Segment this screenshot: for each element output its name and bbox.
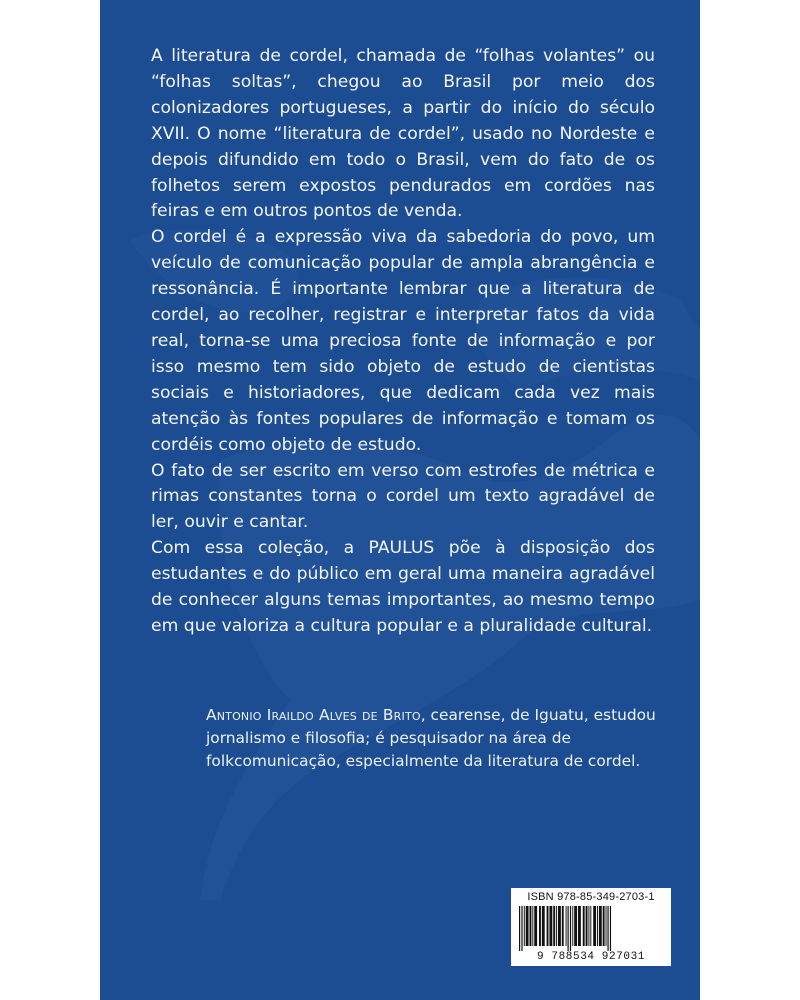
barcode-bar: [549, 906, 552, 946]
main-text: [151, 44, 655, 640]
barcode-bars: [517, 906, 665, 951]
barcode-bar: [553, 906, 555, 946]
barcode-bar: [583, 906, 585, 946]
barcode-bar: [593, 906, 596, 946]
barcode-bar: [574, 906, 577, 946]
paragraph-1: A literatura de cordel, chamada de “folhas volantes” ou “folhas soltas”, chegou ao Brasil por meio dos colonizadores portugueses, a partir do início do século XVII. O nome “literatura de cordel”, usado no Nordeste e depois difundido em todo o Brasil, vem do fato de os folhetos serem expostos pendurados em cordões nas feiras e em outros pontos de venda.: [151, 46, 655, 222]
barcode-bar: [599, 906, 602, 946]
barcode-bar: [586, 906, 588, 946]
barcode-bar: [519, 906, 520, 951]
isbn-barcode: [511, 888, 671, 966]
barcode-bar: [588, 906, 589, 946]
barcode-bar: [562, 906, 564, 946]
author-bio: [206, 704, 676, 773]
barcode-bar: [610, 906, 611, 951]
paragraph-3: O fato de ser escrito em verso com estrofes de métrica e rimas constantes torna o cordel um texto agradável de ler, ouvir e cantar.: [151, 460, 655, 533]
barcode-bar: [534, 906, 537, 946]
barcode-bar: [526, 906, 529, 946]
barcode-bar: [556, 906, 557, 946]
barcode-bar: [590, 906, 591, 946]
author-description: , cearense, de Iguatu, estudou jornalismo e filosofia; é pesquisador na área de folkcomunicação, especialmente da literatura de cordel.: [206, 706, 656, 770]
barcode-bar: [532, 906, 533, 946]
barcode-bar: [566, 906, 567, 946]
barcode-bar: [542, 906, 545, 946]
barcode-bar: [539, 906, 541, 946]
barcode-bar: [568, 906, 569, 951]
barcode-bar: [558, 906, 561, 946]
barcode-bar: [570, 906, 571, 951]
isbn-label: ISBN 978-85-349-2703-1: [527, 891, 655, 903]
author-name: Antonio Iraildo Alves de Brito: [206, 706, 421, 724]
barcode-bar: [530, 906, 532, 946]
barcode-bar: [578, 906, 581, 946]
barcode-bar: [524, 906, 525, 946]
paragraph-2: O cordel é a expressão viva da sabedoria do povo, um veículo de comunicação popular de ampla abrangência e ressonância. É importante lembrar que a literatura de cordel, ao recolher, registrar e interpretar fatos da vida real, torna-se uma preciosa fonte de informação e por isso mesmo tem sido objeto de estudo de cientistas sociais e historiadores, que dedicam cada vez mais atenção às fontes populares de informação e tomam os cordéis como objeto de estudo.: [151, 227, 655, 455]
barcode-bar: [547, 906, 549, 946]
barcode-bar: [597, 906, 598, 946]
barcode-bar: [606, 906, 607, 946]
back-cover: [100, 0, 700, 1000]
barcode-bar: [572, 906, 573, 946]
barcode-bar: [521, 906, 522, 951]
paragraph-4: Com essa coleção, a PAULUS põe à disposição dos estudantes e do público em geral uma maneira agradável de conhecer alguns temas importantes, ao mesmo tempo em que valoriza a cultura popular e a pluralidade cultural.: [151, 538, 655, 636]
barcode-bar: [607, 906, 608, 951]
barcode-digits: 9 788534 927031: [536, 951, 646, 963]
barcode-bar: [603, 906, 605, 946]
